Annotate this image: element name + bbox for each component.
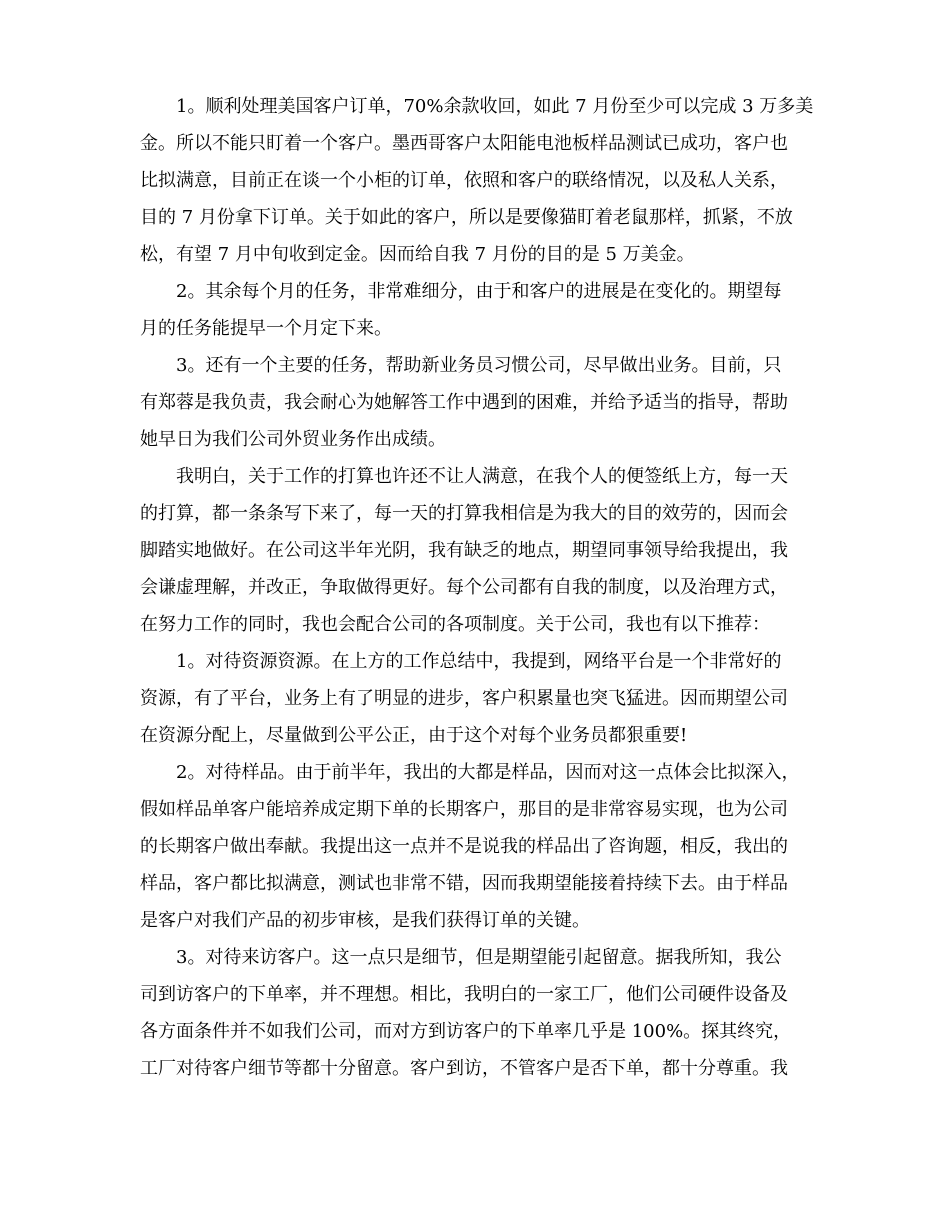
text-line: 假如样品单客户能培养成定期下单的长期客户，那目的是非常容易实现，也为公司 <box>140 799 788 820</box>
text-line: 会谦虚理解，并改正，争取做得更好。每个公司都有自我的制度，以及治理方式， <box>140 577 788 598</box>
document-body <box>140 88 820 1087</box>
text-line: 脚踏实地做好。在公司这半年光阴，我有缺乏的地点，期望同事领导给我提出，我 <box>140 540 788 561</box>
text-line: 的打算，都一条条写下来了，每一天的打算我相信是为我大的目的效劳的，因而会 <box>140 503 788 524</box>
text-line: 金。所以不能只盯着一个客户。墨西哥客户太阳能电池板样品测试已成功，客户也 <box>140 133 788 154</box>
text-line: 有郑蓉是我负责，我会耐心为她解答工作中遇到的困难，并给予适当的指导，帮助 <box>140 392 788 413</box>
text-line: 是客户对我们产品的初步审核，是我们获得订单的关键。 <box>140 910 590 931</box>
text-line: 工厂对待客户细节等都十分留意。客户到访，不管客户是否下单，都十分尊重。我 <box>140 1058 788 1079</box>
text-line: 1。顺利处理美国客户订单，70%余款收回，如此 7 月份至少可以完成 3 万多美 <box>176 96 814 117</box>
text-line: 在资源分配上，尽量做到公平公正，由于这个对每个业务员都狠重要! <box>140 725 688 746</box>
text-line: 3。还有一个主要的任务，帮助新业务员习惯公司，尽早做出业务。目前，只 <box>176 355 782 376</box>
text-line: 在努力工作的同时，我也会配合公司的各项制度。关于公司，我也有以下推荐： <box>140 614 770 635</box>
text-line: 月的任务能提早一个月定下来。 <box>140 318 392 339</box>
text-line: 1。对待资源资源。在上方的工作总结中，我提到，网络平台是一个非常好的 <box>176 651 782 672</box>
text-line: 她早日为我们公司外贸业务作出成绩。 <box>140 429 446 450</box>
text-line: 的长期客户做出奉献。我提出这一点并不是说我的样品出了咨询题，相反，我出的 <box>140 836 788 857</box>
text-line: 资源，有了平台，业务上有了明显的进步，客户积累量也突飞猛进。因而期望公司 <box>140 688 788 709</box>
text-line: 3。对待来访客户。这一点只是细节，但是期望能引起留意。据我所知，我公 <box>176 947 782 968</box>
text-line: 比拟满意，目前正在谈一个小柜的订单，依照和客户的联络情况，以及私人关系， <box>140 170 788 191</box>
text-line: 2。其余每个月的任务，非常难细分，由于和客户的进展是在变化的。期望每 <box>176 281 782 302</box>
text-line: 样品，客户都比拟满意，测试也非常不错，因而我期望能接着持续下去。由于样品 <box>140 873 788 894</box>
text-line: 2。对待样品。由于前半年，我出的大都是样品，因而对这一点体会比拟深入， <box>176 762 800 783</box>
text-line: 松，有望 7 月中旬收到定金。因而给自我 7 月份的目的是 5 万美金。 <box>140 244 695 265</box>
text-line: 我明白，关于工作的打算也许还不让人满意，在我个人的便签纸上方，每一天 <box>176 466 788 487</box>
text-line: 司到访客户的下单率，并不理想。相比，我明白的一家工厂，他们公司硬件设备及 <box>140 984 788 1005</box>
text-line: 目的 7 月份拿下订单。关于如此的客户，所以是要像猫盯着老鼠那样，抓紧，不放 <box>140 207 793 228</box>
text-line: 各方面条件并不如我们公司，而对方到访客户的下单率几乎是 100%。探其终究， <box>140 1021 792 1042</box>
